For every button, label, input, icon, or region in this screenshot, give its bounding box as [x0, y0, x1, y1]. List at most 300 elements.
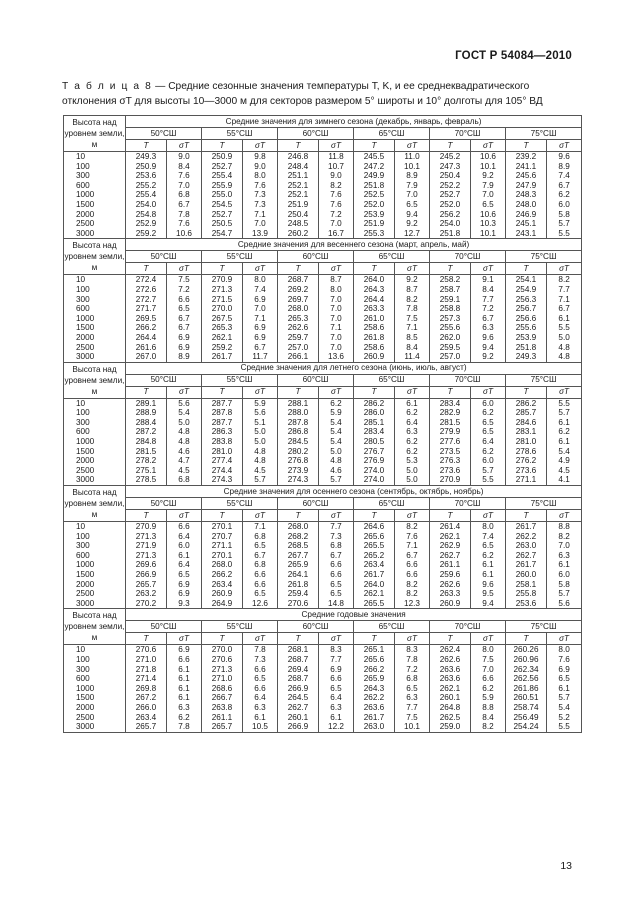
- sigma-value: 5.1: [243, 418, 278, 428]
- temperature-symbol: T: [202, 263, 243, 275]
- sigma-value: 7.7: [395, 703, 430, 713]
- sigma-value: 6.4: [243, 693, 278, 703]
- height-value: 600: [64, 427, 126, 437]
- temperature-value: 257.3: [430, 314, 471, 324]
- sigma-symbol: σT: [243, 386, 278, 398]
- table-row: [64, 541, 582, 551]
- season-title: Средние годовые значения: [126, 609, 582, 621]
- temperature-value: 264.5: [278, 693, 319, 703]
- sigma-value: 6.8: [243, 560, 278, 570]
- sigma-value: 4.6: [167, 447, 202, 457]
- sigma-value: 6.9: [167, 580, 202, 590]
- sigma-value: 9.6: [471, 580, 506, 590]
- temperature-value: 271.5: [202, 295, 243, 305]
- latitude-header: 70°СШ: [430, 374, 506, 386]
- temperature-value: 262.7: [430, 551, 471, 561]
- sigma-value: 5.6: [243, 408, 278, 418]
- sigma-value: 6.2: [395, 408, 430, 418]
- sigma-value: 6.1: [547, 560, 582, 570]
- temperature-value: 273.6: [430, 466, 471, 476]
- temperature-value: 268.7: [278, 674, 319, 684]
- height-column-header: Высота над уровнем земли, м: [64, 116, 126, 152]
- section-title-row: [64, 486, 582, 498]
- section-title-row: [64, 239, 582, 251]
- table-row: [64, 152, 582, 162]
- sigma-value: 8.2: [547, 532, 582, 542]
- sigma-value: 12.2: [319, 722, 354, 732]
- sigma-value: 14.8: [319, 599, 354, 609]
- table-row: [64, 522, 582, 532]
- temperature-value: 272.4: [126, 275, 167, 285]
- temperature-value: 245.2: [430, 152, 471, 162]
- temperature-value: 281.0: [506, 437, 547, 447]
- temperature-value: 264.3: [354, 684, 395, 694]
- temperature-value: 250.5: [202, 219, 243, 229]
- sigma-value: 6.1: [547, 418, 582, 428]
- table-row: [64, 333, 582, 343]
- sigma-value: 4.1: [547, 475, 582, 485]
- temperature-value: 246.8: [278, 152, 319, 162]
- sigma-value: 6.9: [243, 295, 278, 305]
- sigma-value: 6.2: [547, 190, 582, 200]
- height-value: 1500: [64, 693, 126, 703]
- sigma-value: 9.8: [243, 152, 278, 162]
- latitude-header: 55°СШ: [202, 498, 278, 510]
- sigma-value: 7.6: [167, 171, 202, 181]
- temperature-value: 260.51: [506, 693, 547, 703]
- season-title: Средние значения для зимнего сезона (декабрь, январь, февраль): [126, 116, 582, 128]
- temperature-value: 274.4: [202, 466, 243, 476]
- sigma-value: 6.5: [471, 541, 506, 551]
- sigma-value: 4.6: [319, 466, 354, 476]
- temperature-symbol: T: [202, 140, 243, 152]
- temperature-value: 270.0: [202, 304, 243, 314]
- sigma-value: 6.6: [167, 295, 202, 305]
- height-value: 2000: [64, 580, 126, 590]
- sigma-value: 6.7: [243, 343, 278, 353]
- table-row: [64, 570, 582, 580]
- sigma-value: 6.5: [167, 570, 202, 580]
- sigma-value: 5.9: [471, 693, 506, 703]
- table-row: [64, 713, 582, 723]
- temperature-value: 278.6: [506, 447, 547, 457]
- temperature-value: 268.5: [278, 541, 319, 551]
- sigma-value: 10.3: [471, 219, 506, 229]
- temperature-value: 269.6: [126, 560, 167, 570]
- table-row: [64, 171, 582, 181]
- sigma-value: 9.6: [547, 152, 582, 162]
- temperature-value: 250.4: [430, 171, 471, 181]
- sigma-value: 5.7: [547, 589, 582, 599]
- temperature-value: 271.3: [202, 285, 243, 295]
- sigma-value: 5.0: [319, 447, 354, 457]
- temperature-value: 265.7: [202, 722, 243, 732]
- sigma-value: 10.6: [167, 229, 202, 239]
- sigma-value: 7.8: [395, 655, 430, 665]
- temperature-value: 270.6: [202, 655, 243, 665]
- temperature-value: 270.9: [202, 275, 243, 285]
- height-value: 2500: [64, 589, 126, 599]
- sigma-value: 7.7: [319, 655, 354, 665]
- temperature-value: 261.1: [430, 560, 471, 570]
- temperature-value: 252.0: [354, 200, 395, 210]
- temperature-value: 252.5: [354, 190, 395, 200]
- sigma-value: 6.1: [243, 713, 278, 723]
- sigma-value: 7.2: [319, 210, 354, 220]
- sigma-value: 5.4: [167, 408, 202, 418]
- sigma-value: 7.4: [547, 171, 582, 181]
- table-row: [64, 560, 582, 570]
- height-value: 1500: [64, 200, 126, 210]
- sigma-value: 6.7: [167, 200, 202, 210]
- temperature-symbol: T: [126, 263, 167, 275]
- sigma-value: 5.4: [547, 447, 582, 457]
- sigma-symbol: σT: [547, 140, 582, 152]
- height-value: 10: [64, 645, 126, 655]
- latitude-header: 65°СШ: [354, 374, 430, 386]
- height-value: 1500: [64, 447, 126, 457]
- sigma-value: 7.2: [395, 665, 430, 675]
- temperature-value: 265.5: [354, 541, 395, 551]
- sigma-value: 5.7: [547, 408, 582, 418]
- sigma-value: 12.3: [395, 599, 430, 609]
- sigma-value: 4.5: [167, 466, 202, 476]
- sigma-symbol: σT: [243, 633, 278, 645]
- temperature-value: 245.5: [354, 152, 395, 162]
- sigma-symbol: σT: [547, 633, 582, 645]
- height-value: 600: [64, 181, 126, 191]
- temperature-value: 269.2: [278, 285, 319, 295]
- temperature-value: 288.4: [126, 418, 167, 428]
- sigma-value: 11.7: [243, 352, 278, 362]
- sigma-value: 4.8: [547, 343, 582, 353]
- temperature-value: 268.7: [278, 655, 319, 665]
- table-row: [64, 466, 582, 476]
- temperature-value: 260.0: [506, 570, 547, 580]
- height-value: 300: [64, 541, 126, 551]
- sigma-value: 6.1: [167, 665, 202, 675]
- temperature-value: 286.2: [354, 398, 395, 408]
- sigma-value: 6.1: [471, 570, 506, 580]
- temperature-value: 262.1: [430, 684, 471, 694]
- temperature-value: 260.96: [506, 655, 547, 665]
- sigma-value: 6.3: [395, 693, 430, 703]
- temperature-value: 262.4: [430, 645, 471, 655]
- temperature-symbol: T: [430, 263, 471, 275]
- sigma-value: 5.0: [547, 333, 582, 343]
- height-value: 1000: [64, 314, 126, 324]
- table-row: [64, 456, 582, 466]
- sigma-value: 6.2: [395, 447, 430, 457]
- temperature-value: 268.2: [278, 532, 319, 542]
- table-row: [64, 285, 582, 295]
- sigma-value: 8.5: [395, 333, 430, 343]
- height-value: 2500: [64, 343, 126, 353]
- temperature-value: 254.5: [202, 200, 243, 210]
- sigma-value: 7.6: [319, 200, 354, 210]
- temperature-value: 276.7: [354, 447, 395, 457]
- sigma-value: 10.7: [319, 162, 354, 172]
- temperature-value: 263.6: [354, 703, 395, 713]
- sigma-value: 10.6: [471, 152, 506, 162]
- temperature-value: 252.7: [202, 210, 243, 220]
- temperature-value: 259.6: [430, 570, 471, 580]
- height-value: 300: [64, 295, 126, 305]
- sigma-value: 8.4: [471, 713, 506, 723]
- height-value: 2000: [64, 703, 126, 713]
- table-row: [64, 589, 582, 599]
- sigma-value: 7.0: [319, 295, 354, 305]
- temperature-value: 261.7: [506, 560, 547, 570]
- sigma-symbol: σT: [395, 386, 430, 398]
- section-title-row: [64, 362, 582, 374]
- temperature-value: 274.3: [278, 475, 319, 485]
- sigma-value: 6.4: [395, 418, 430, 428]
- sigma-value: 6.8: [167, 190, 202, 200]
- temperature-symbol: T: [506, 263, 547, 275]
- sigma-value: 12.6: [243, 599, 278, 609]
- sigma-value: 6.8: [167, 475, 202, 485]
- sigma-value: 6.6: [243, 684, 278, 694]
- page-number: 13: [560, 860, 572, 872]
- temperature-value: 265.6: [354, 532, 395, 542]
- temperature-value: 264.0: [354, 275, 395, 285]
- sigma-value: 6.7: [167, 314, 202, 324]
- temperature-value: 269.5: [126, 314, 167, 324]
- temperature-value: 246.9: [506, 210, 547, 220]
- sigma-value: 7.2: [471, 304, 506, 314]
- sigma-value: 5.7: [471, 466, 506, 476]
- temperature-value: 253.9: [354, 210, 395, 220]
- section-title-row: [64, 609, 582, 621]
- sigma-value: 7.0: [319, 333, 354, 343]
- sigma-value: 13.6: [319, 352, 354, 362]
- temperature-value: 252.0: [430, 200, 471, 210]
- temperature-value: 266.9: [126, 570, 167, 580]
- temperature-value: 254.7: [202, 229, 243, 239]
- sigma-value: 7.1: [547, 295, 582, 305]
- height-column-header: Высота над уровнем земли, м: [64, 362, 126, 398]
- sigma-value: 6.6: [319, 570, 354, 580]
- sigma-value: 4.8: [243, 447, 278, 457]
- sigma-value: 6.9: [167, 589, 202, 599]
- temperature-value: 256.7: [506, 304, 547, 314]
- symbol-header-row: [64, 633, 582, 645]
- table-row: [64, 551, 582, 561]
- sigma-value: 6.0: [471, 398, 506, 408]
- table-caption: [62, 80, 582, 109]
- temperature-value: 254.8: [126, 210, 167, 220]
- height-value: 300: [64, 418, 126, 428]
- height-value: 600: [64, 674, 126, 684]
- sigma-value: 8.7: [319, 275, 354, 285]
- temperature-value: 265.9: [278, 560, 319, 570]
- sigma-value: 6.7: [395, 551, 430, 561]
- temperature-value: 255.2: [126, 181, 167, 191]
- temperature-value: 250.9: [126, 162, 167, 172]
- latitude-header-row: [64, 128, 582, 140]
- temperature-value: 254.0: [430, 219, 471, 229]
- sigma-value: 4.8: [167, 427, 202, 437]
- height-value: 2000: [64, 456, 126, 466]
- sigma-value: 6.1: [471, 560, 506, 570]
- temperature-value: 263.0: [506, 541, 547, 551]
- sigma-value: 5.4: [319, 418, 354, 428]
- sigma-value: 7.1: [243, 314, 278, 324]
- latitude-header: 55°СШ: [202, 621, 278, 633]
- temperature-value: 279.9: [430, 427, 471, 437]
- sigma-value: 6.2: [471, 684, 506, 694]
- document-standard-header: ГОСТ Р 54084—2010: [455, 50, 572, 62]
- temperature-value: 264.9: [202, 599, 243, 609]
- temperature-value: 266.2: [126, 323, 167, 333]
- sigma-value: 6.8: [319, 541, 354, 551]
- temperature-value: 276.9: [354, 456, 395, 466]
- temperature-value: 285.7: [506, 408, 547, 418]
- temperature-value: 268.6: [202, 684, 243, 694]
- sigma-value: 7.0: [471, 190, 506, 200]
- temperature-value: 287.8: [278, 418, 319, 428]
- temperature-value: 266.1: [278, 352, 319, 362]
- sigma-value: 7.0: [319, 343, 354, 353]
- temperature-symbol: T: [126, 510, 167, 522]
- sigma-symbol: σT: [167, 263, 202, 275]
- temperature-value: 262.2: [354, 693, 395, 703]
- temperature-value: 262.0: [430, 333, 471, 343]
- height-value: 3000: [64, 722, 126, 732]
- temperature-value: 254.1: [506, 275, 547, 285]
- sigma-value: 6.6: [243, 570, 278, 580]
- temperature-value: 270.1: [202, 551, 243, 561]
- temperature-value: 252.7: [430, 190, 471, 200]
- sigma-value: 7.0: [243, 304, 278, 314]
- temperature-value: 276.2: [506, 456, 547, 466]
- sigma-value: 6.6: [319, 560, 354, 570]
- temperature-symbol: T: [126, 633, 167, 645]
- temperature-value: 252.7: [202, 162, 243, 172]
- sigma-value: 7.5: [395, 314, 430, 324]
- temperature-value: 245.6: [506, 171, 547, 181]
- temperature-value: 286.0: [354, 408, 395, 418]
- height-value: 3000: [64, 229, 126, 239]
- temperature-value: 274.0: [354, 475, 395, 485]
- sigma-value: 8.3: [319, 645, 354, 655]
- sigma-value: 6.7: [243, 551, 278, 561]
- temperature-value: 271.7: [126, 304, 167, 314]
- temperature-symbol: T: [202, 633, 243, 645]
- height-value: 100: [64, 655, 126, 665]
- sigma-value: 9.2: [471, 352, 506, 362]
- temperature-value: 276.3: [430, 456, 471, 466]
- temperature-value: 270.6: [278, 599, 319, 609]
- sigma-value: 8.0: [243, 275, 278, 285]
- latitude-header-row: [64, 251, 582, 263]
- temperature-value: 265.7: [126, 580, 167, 590]
- table-row: [64, 427, 582, 437]
- height-value: 1000: [64, 437, 126, 447]
- temperature-value: 263.6: [430, 665, 471, 675]
- temperature-value: 266.2: [202, 570, 243, 580]
- temperature-value: 284.6: [506, 418, 547, 428]
- sigma-value: 8.4: [167, 162, 202, 172]
- sigma-value: 6.1: [167, 674, 202, 684]
- table-row: [64, 190, 582, 200]
- sigma-value: 6.0: [471, 456, 506, 466]
- latitude-header-row: [64, 374, 582, 386]
- sigma-symbol: σT: [547, 386, 582, 398]
- temperature-value: 252.1: [278, 181, 319, 191]
- temperature-value: 245.1: [506, 219, 547, 229]
- sigma-value: 7.7: [547, 285, 582, 295]
- sigma-value: 5.0: [167, 418, 202, 428]
- sigma-value: 6.8: [243, 532, 278, 542]
- sigma-value: 6.5: [395, 200, 430, 210]
- temperature-value: 252.9: [126, 219, 167, 229]
- temperature-value: 288.1: [278, 398, 319, 408]
- temperature-value: 263.4: [126, 713, 167, 723]
- height-column-header: Высота над уровнем земли, м: [64, 239, 126, 275]
- temperature-value: 283.8: [202, 437, 243, 447]
- temperature-value: 257.0: [430, 352, 471, 362]
- temperature-value: 261.7: [354, 713, 395, 723]
- temperature-value: 249.3: [506, 352, 547, 362]
- sigma-value: 7.4: [243, 285, 278, 295]
- temperature-value: 285.1: [354, 418, 395, 428]
- sigma-symbol: σT: [167, 633, 202, 645]
- height-value: 2500: [64, 713, 126, 723]
- temperature-value: 270.0: [202, 645, 243, 655]
- table-row: [64, 437, 582, 447]
- latitude-header: 75°СШ: [506, 374, 582, 386]
- temperature-symbol: T: [506, 140, 547, 152]
- height-value: 100: [64, 285, 126, 295]
- table-row: [64, 447, 582, 457]
- table-row: [64, 343, 582, 353]
- latitude-header: 60°СШ: [278, 128, 354, 140]
- temperature-value: 287.7: [202, 398, 243, 408]
- sigma-value: 16.7: [319, 229, 354, 239]
- temperature-value: 269.7: [278, 295, 319, 305]
- sigma-value: 7.0: [471, 665, 506, 675]
- temperature-value: 284.5: [278, 437, 319, 447]
- table-row: [64, 162, 582, 172]
- sigma-symbol: σT: [395, 510, 430, 522]
- sigma-value: 8.9: [547, 162, 582, 172]
- temperature-value: 261.1: [202, 713, 243, 723]
- temperature-value: 260.1: [430, 693, 471, 703]
- height-value: 1500: [64, 323, 126, 333]
- sigma-value: 9.3: [167, 599, 202, 609]
- sigma-symbol: σT: [167, 510, 202, 522]
- sigma-value: 5.5: [547, 323, 582, 333]
- table-row: [64, 398, 582, 408]
- temperature-value: 266.7: [202, 693, 243, 703]
- temperature-value: 280.5: [354, 437, 395, 447]
- sigma-value: 6.9: [167, 645, 202, 655]
- temperature-value: 261.8: [278, 580, 319, 590]
- temperature-value: 261.6: [126, 343, 167, 353]
- table-row: [64, 599, 582, 609]
- temperature-symbol: T: [126, 386, 167, 398]
- table-row: [64, 295, 582, 305]
- sigma-value: 5.6: [167, 398, 202, 408]
- temperature-value: 254.9: [506, 285, 547, 295]
- symbol-header-row: [64, 263, 582, 275]
- temperature-symbol: T: [506, 386, 547, 398]
- temperature-value: 271.3: [202, 665, 243, 675]
- temperature-value: 247.3: [430, 162, 471, 172]
- temperature-value: 258.74: [506, 703, 547, 713]
